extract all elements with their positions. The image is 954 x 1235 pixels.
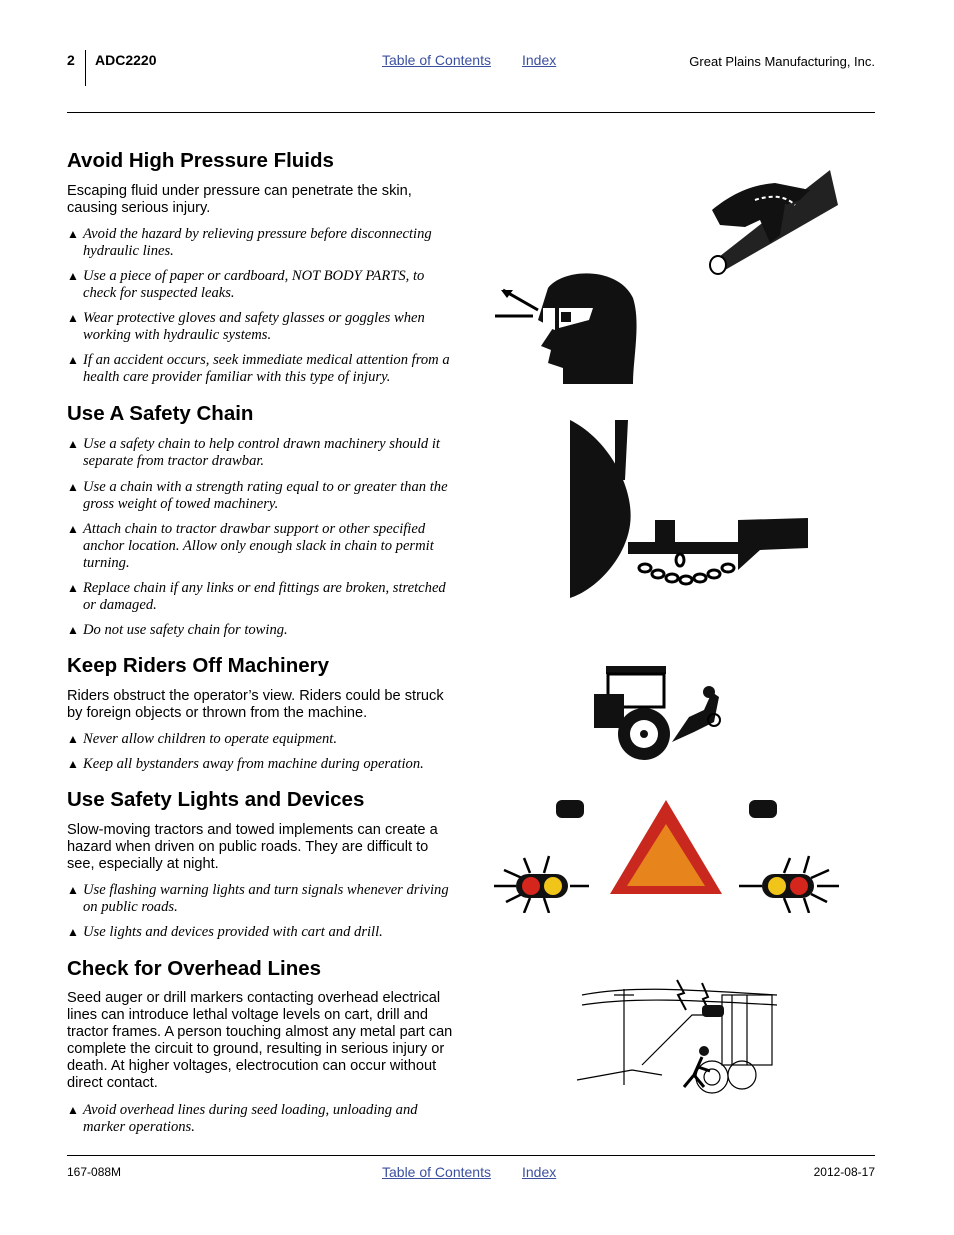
bullet-triangle-icon: ▲ <box>67 311 79 325</box>
bullet-triangle-icon: ▲ <box>67 623 79 637</box>
list-item: ▲ Keep all bystanders away from machine during operation. <box>67 756 424 772</box>
overhead-lines-illustration <box>572 975 777 1095</box>
bullet-triangle-icon: ▲ <box>67 480 79 494</box>
hand-hose-leak-illustration <box>700 165 845 280</box>
list-item: ▲ Avoid overhead lines during seed loading, unloading and marker operations. <box>67 1102 418 1135</box>
goggles-head-icon <box>493 268 638 384</box>
list-item: ▲ Replace chain if any links or end fittings are broken, stretched or damaged. <box>67 580 446 613</box>
bullet-triangle-icon: ▲ <box>67 227 79 241</box>
bullet-triangle-icon: ▲ <box>67 757 79 771</box>
list-item: ▲ Do not use safety chain for towing. <box>67 622 288 638</box>
index-link-top[interactable]: Index <box>522 52 557 68</box>
list-item: ▲ Never allow children to operate equipment. <box>67 731 337 747</box>
bullet-triangle-icon: ▲ <box>67 353 79 367</box>
section-intro: Escaping fluid under pressure can penetrate the skin, causing serious injury. <box>67 183 412 216</box>
list-item: ▲ Use a piece of paper or cardboard, NOT BODY PARTS, to check for suspected leaks. <box>67 268 425 301</box>
doc-number: 167-088M <box>67 1165 122 1179</box>
tractor-rider-illustration <box>594 662 726 762</box>
header-divider <box>85 50 86 86</box>
section-intro: Slow-moving tractors and towed implements can create a hazard when driven on public roads. They are difficult to see, especially at night. <box>67 822 438 872</box>
bullet-triangle-icon: ▲ <box>67 269 79 283</box>
list-item: ▲ Use a safety chain to help control drawn machinery should it separate from tractor drawbar. <box>67 436 440 469</box>
list-item: ▲ Use a chain with a strength rating equal to or greater than the gross weight of towed machinery. <box>67 479 448 512</box>
index-link-bottom[interactable]: Index <box>522 1164 557 1180</box>
list-item: ▲ Avoid the hazard by relieving pressure before disconnecting hydraulic lines. <box>67 226 432 259</box>
bullet-triangle-icon: ▲ <box>67 581 79 595</box>
model-name: ADC2220 <box>95 52 157 68</box>
bullet-triangle-icon: ▲ <box>67 437 79 451</box>
bullet-triangle-icon: ▲ <box>67 522 79 536</box>
bullet-triangle-icon: ▲ <box>67 883 79 897</box>
section-title-safety-lights: Use Safety Lights and Devices <box>67 788 365 811</box>
bullet-triangle-icon: ▲ <box>67 732 79 746</box>
list-item: ▲ Use lights and devices provided with cart and drill. <box>67 924 383 940</box>
section-title-high-pressure: Avoid High Pressure Fluids <box>67 149 334 172</box>
page-number: 2 <box>67 52 75 68</box>
revision-date: 2012-08-17 <box>813 1165 875 1179</box>
company-name: Great Plains Manufacturing, Inc. <box>689 54 875 69</box>
header-rule <box>67 112 875 113</box>
section-intro: Seed auger or drill markers contacting overhead electrical lines can introduce lethal voltage levels on cart, drill and tractor frames. A person touching almost any metal part can complete the circuit to ground, resulting in serious injury or death. At higher voltages, electrocution can occur without direct contact. <box>67 990 453 1091</box>
list-item: ▲ If an accident occurs, seek immediate medical attention from a health care provider familiar with this type of injury. <box>67 352 450 385</box>
list-item: ▲ Wear protective gloves and safety glasses or goggles when working with hydraulic systems. <box>67 310 425 343</box>
toc-link-top[interactable]: Table of Contents <box>382 52 491 68</box>
safety-chain-hitch-illustration <box>570 420 810 598</box>
bullet-triangle-icon: ▲ <box>67 925 79 939</box>
bullet-triangle-icon: ▲ <box>67 1103 79 1117</box>
section-title-riders: Keep Riders Off Machinery <box>67 654 330 677</box>
list-item: ▲ Use flashing warning lights and turn signals whenever driving on public roads. <box>67 882 449 915</box>
list-item: ▲ Attach chain to tractor drawbar support or other specified anchor location. Allow only enough slack in chain to permit turning. <box>67 521 434 571</box>
footer-rule <box>67 1155 875 1156</box>
section-intro: Riders obstruct the operator’s view. Riders could be struck by foreign objects or thrown from the machine. <box>67 688 444 721</box>
toc-link-bottom[interactable]: Table of Contents <box>382 1164 491 1180</box>
smv-emblem-lights-illustration <box>494 798 839 913</box>
section-title-safety-chain: Use A Safety Chain <box>67 402 254 425</box>
section-title-overhead-lines: Check for Overhead Lines <box>67 957 322 980</box>
